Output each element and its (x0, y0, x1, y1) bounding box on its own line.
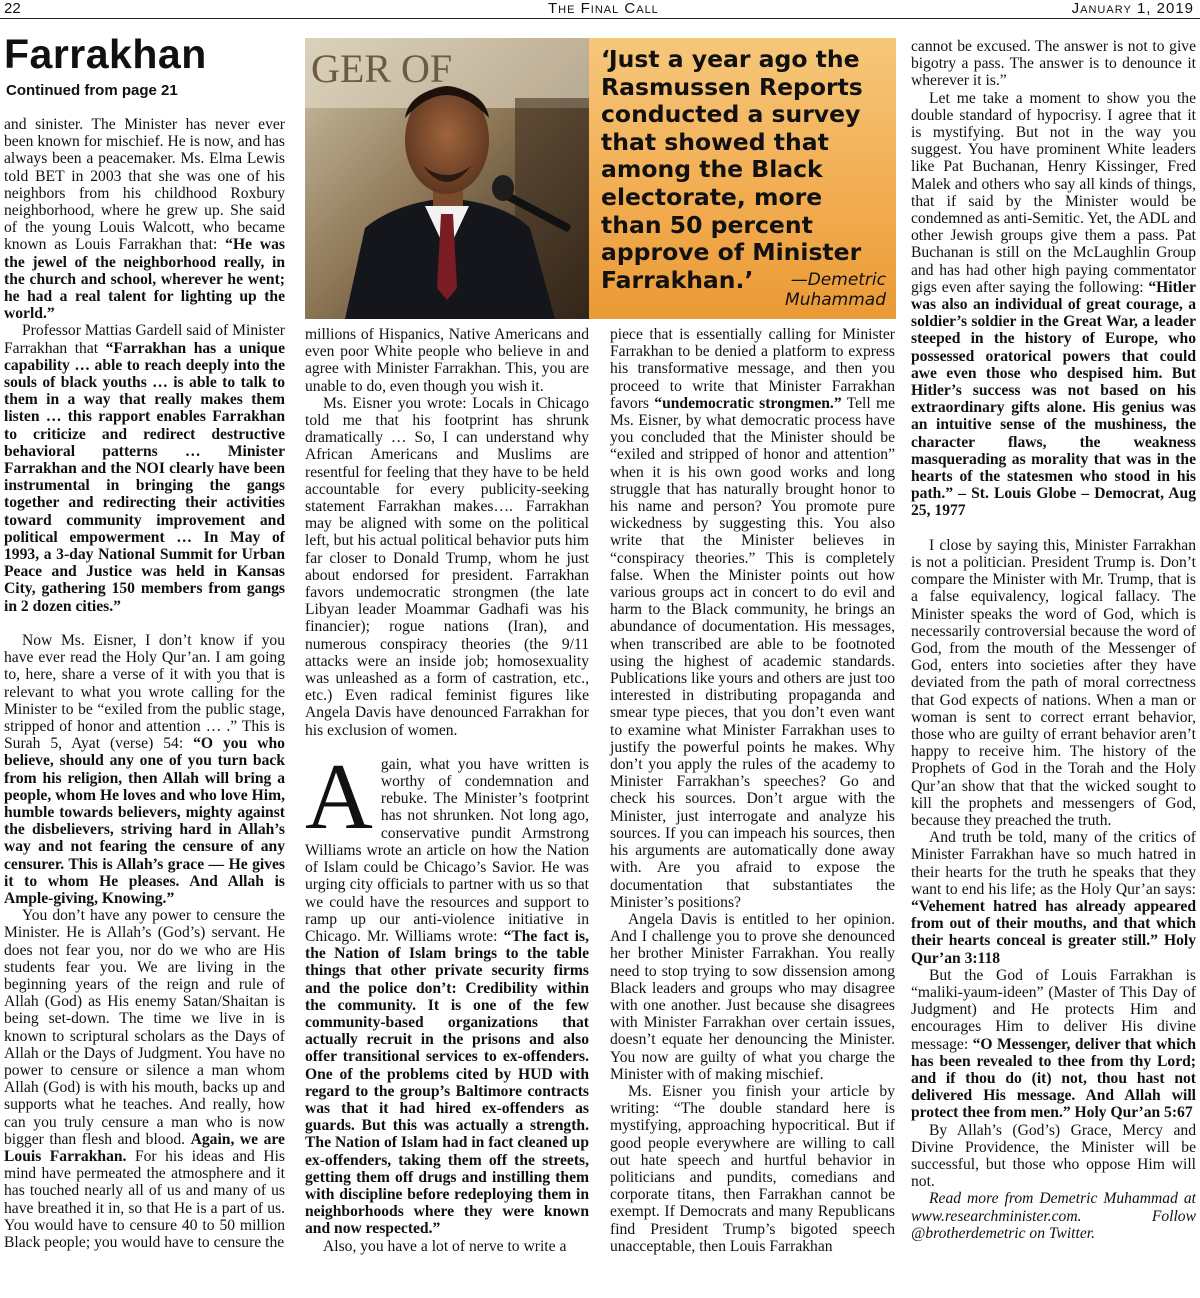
paragraph: cannot be excused. The answer is not to give bigotry a pass. The answer is to denounce it wherever it is.” (911, 38, 1196, 90)
paragraph: Angela Davis is entitled to her opinion. And I challenge you to prove she denounced her brother Minister Farrakhan. You really need to stop trying to sow dissension among Black leaders and groups who may disagree with one another. Just because she disagrees with Minister Farrakhan over certain issues, doesn’t equate her denouncing the Minister. You now are guilty of what you charge the Minister with of making mischief. (610, 910, 895, 1083)
paragraph: But the God of Louis Farrakhan is “maliki-yaum-ideen” (Master of This Day of Judgment) and He protects Him and encourages Him to deliver His divine message: “O Messenger, deliver that which has been revealed to thee from thy Lord; and if thou do (it) not, thou hast not delivered His message. And Allah will protect thee from men.” Holy Qur’an 5:67 (911, 966, 1197, 1122)
page-number: 22 (4, 0, 21, 17)
continued-from-label: Continued from page 21 (6, 82, 178, 99)
paragraph: Let me take a moment to show you the double standard of hypocrisy. I agree that it is mystifying. But not in the way you suggest. You have prominent White leaders like Pat Buchanan, Henry Kissinger, Fred Malek and others who say all kinds of things, that if said by the Minister would be condemned as anti-Semitic. Yet, the ADL and other Jewish groups give them a pass. Pat Buchanan is still on the McLaughlin Group and has had other high paying commentator gigs even after saying the following: “Hitler was also an individual of great courage, a soldier’s soldier in the Great War, a leader steeped in the history of Europe, who possessed oratorical powers that could awe even those who despised him. But Hitler’s success was not based on his extraordinary gifts alone. His genius was an intuitive sense of the mushiness, the character flaws, the weakness masquerading as morality that was in the hearts of the statesmen who stood in his path.” – St. Louis Globe – Democrat, Aug 25, 1977 (911, 89, 1196, 520)
paragraph: piece that is essentially calling for Minister Farrakhan to be denied a platform to express his transformative message, and then you proceed to write that Minister Farrakhan favors “undemocratic strongmen.” Tell me Ms. Eisner, by what democratic process have you concluded that the Minister should be “exiled and stripped of honor and attention” when it is his own good works and long struggle that has naturally brought honor to his name and person? You promote pure wickedness by suggesting this. You also write that the Minister believes in “conspiracy theories.” This is completely false. When the Minister points out how various groups act in concert to do evil and harm to the Black community, he brings an abundance of documentation. His messages, when transcribed are able to be footnoted using the highest of academic standards. Publications like yours and others are just too interested in distributing propaganda and smear type pieces, that you don’t even want to examine what Minister Farrakhan uses to justify the powerful points he makes. Why don’t you apply the rules of the academy to Minister Farrakhan’s speeches? Go and check his sources. Don’t argue with the Minister, just interrogate and analyze his sources. If you can impeach his sources, then his arguments are automatically done away with. Are you afraid to expose the documentation that substantiates the Minister’s positions? (610, 326, 896, 911)
article-column-1 (4, 116, 285, 1251)
article-column-2 (305, 326, 589, 1255)
article-headline: Farrakhan (4, 31, 207, 77)
speaker-photo-image (305, 38, 589, 319)
background-sign-text: GER OF (311, 46, 453, 91)
paragraph: and sinister. The Minister has never ever been known for mischief. He is now, and has always been a peacemaker. Ms. Elma Lewis told BET in 2003 that she was one of his neighbors from his childhood Roxbury neighborhood, where he grew up. She said of the young Louis Walcott, who became known as Louis Farrakhan that: “He was the jewel of the neighborhood really, in the church and school, wherever he went; he had a real talent for lighting up the world.” (4, 116, 286, 323)
article-column-4 (911, 38, 1196, 1242)
paragraph: Now Ms. Eisner, I don’t know if you have ever read the Holy Qur’an. I am going to, here, share a verse of it with you that is relevant to what you wrote calling for the Minister to be “exiled from the public stage, stripped of honor and attention … .” This is Surah 5, Ayat (verse) 54: “O you who believe, should any one of you turn back from his religion, then Allah will bring a people, whom He loves and who love Him, humble towards believers, mighty against the disbelievers, striving hard in Allah’s way and not fearing the censure of any censurer. This is Allah’s grace — He gives it to whom He pleases. And Allah is Ample-giving, Knowing.” (4, 631, 285, 907)
article-column-3 (610, 326, 895, 1255)
paragraph: You don’t have any power to censure the Minister. He is Allah’s (God’s) servant. He does not fear you, nor do we who are His students fear you. We are living in the beginning years of the reign and rule of Allah (God) as His enemy Satan/Shaitan is being set-down. The time we live in is known to scriptural scholars as the Days of Allah or the Days of Judgment. You have no power to censure or silence a man whom Allah (God) is with his mouth, backs up and supports what he teaches. And really, how can you truly censure a man who is now bigger than flesh and blood. Again, we are Louis Farrakhan. For his ideas and His mind have permeated the atmosphere and it has touched nearly all of us and many of us have breathed it in, so that He is a part of us. You would have to censure 40 to 50 million Black people; you would have to censure the (4, 907, 285, 1251)
paragraph: Also, you have a lot of nerve to write a (323, 1237, 567, 1255)
author-footer: Read more from Demetric Muhammad at www.researchminister.com. Follow @brotherdemetric on Twitter. (911, 1190, 1196, 1242)
paragraph: By Allah’s (God’s) Grace, Mercy and Divine Providence, the Minister will be successful, but those who oppose Him will not. (911, 1121, 1196, 1191)
paragraph: And truth be told, many of the critics of Minister Farrakhan have so much hatred in their hearts for the truth he speaks that they want to end his life; as the Holy Qur’an says: “Vehement hatred has already appeared from out of their mouths, and that which their hearts conceal is greater still.” Holy Qur’an 3:118 (911, 829, 1196, 967)
paragraph: Ms. Eisner you finish your article by writing: “The double standard here is mystifying, approaching hypocritical. But if good people everywhere are willing to call out hate speech and hurtful behavior in politicians and pundits, comedians and corporate titans, then Farrakhan cannot be exempt. If Democrats and many Republicans find President Trump’s bigoted speech unacceptable, then Louis Farrakhan (610, 1082, 895, 1255)
drop-cap: A (305, 744, 373, 849)
pull-quote-attribution: —Demetric Muhammad (785, 270, 886, 310)
page-header (0, 0, 1200, 19)
paragraph: Professor Mattias Gardell said of Minister Farrakhan that “Farrakhan has a unique capability … able to reach deeply into the souls of black youths … is able to talk to them in a way that really makes them listen … this rapport enables Farrakhan to criticize and redirect destructive behavioral patterns … Minister Farrakhan and the NOI clearly have been instrumental in bringing the gangs together and redirecting their activities toward community improvement and political empowerment … In May of 1993, a 3-day National Summit for Urban Peace and Justice was held in Kansas City, gathering 150 members from gangs in 2 dozen cities.” (4, 322, 285, 615)
paragraph: I close by saying this, Minister Farrakhan is not a politician. President Trump is. Don’t compare the Minister with Mr. Trump, that is a false equivalency, logical fallacy. The Minister speaks the word of God, which is necessarily controversial because the word of God, from the mouth of the Messenger of God, enters into societies after they have deviated from the path of moral correctness that God expects of nations. When a man or woman is sent to correct errant behavior, those who are guilty of errant behavior aren’t happy to receive him. The history of the Prophets of God in the Torah and the Holy Qur’an show that that the wicked sought to kill the prophets and messengers of God, because they preached the truth. (911, 536, 1196, 829)
paragraph: Ms. Eisner you wrote: Locals in Chicago told me that his footprint has shrunk dramatically … So, I can understand why African Americans and Muslims are resentful for feeling that they have to be held accountable for every publicity-seeking statement Farrakhan makes…. Farrakhan may be aligned with some on the political left, but his actual political behavior puts him far closer to Donald Trump, whom he just about endorsed for president. Farrakhan favors undemocratic strongmen (the late Libyan leader Moammar Gadhafi was his financier); rogue nations (Iran), and numerous conspiracy theories (the 9/11 attacks were an inside job; homosexuality was unleashed as a form of castration, etc., etc.) Even radical feminist figures like Angela Davis have denounced Farrakhan for his exclusion of women. (305, 394, 589, 739)
speaker-photo (305, 38, 589, 319)
pull-quote-text: ‘Just a year ago the Rasmussen Reports conducted a survey that showed that among the Black electorate, more than 50 percent approve of Minister Farrakhan.’ (601, 45, 863, 294)
paragraph: Again, what you have written is worthy of condemnation and rebuke. The Minister’s footprint has not shrunken. Not long ago, conservative pundit Armstrong Williams wrote an article on how the Nation of Islam could be Chicago’s Savior. He was urging city officials to partner with us so that we could have the resources and support to ramp up our anti-violence initiative in Chicago. Mr. Williams wrote: “The fact is, the Nation of Islam brings to the table things that other private security firms and the police don’t: Credibility within the community. It is one of the few community-based organizations that actually recruit in the prisons and also offer transitional services to ex-offenders. One of the problems cited by HUD with regard to the group’s Baltimore contracts was that it had hired ex-offenders as guards. But this was actually a strength. The Nation of Islam had in fact cleaned up ex-offenders, taking them off the streets, getting them off drugs and instilling them with discipline before redeploying them in neighborhoods where they were known and now respected.” (305, 744, 590, 1238)
paragraph: millions of Hispanics, Native Americans and even poor White people who believe in and agree with Minister Farrakhan. This, you are unable to do, even though you wish it. (305, 326, 589, 395)
publication-name: The Final Call (548, 0, 659, 17)
pull-quote-box (589, 38, 896, 319)
issue-date: January 1, 2019 (1071, 0, 1194, 17)
